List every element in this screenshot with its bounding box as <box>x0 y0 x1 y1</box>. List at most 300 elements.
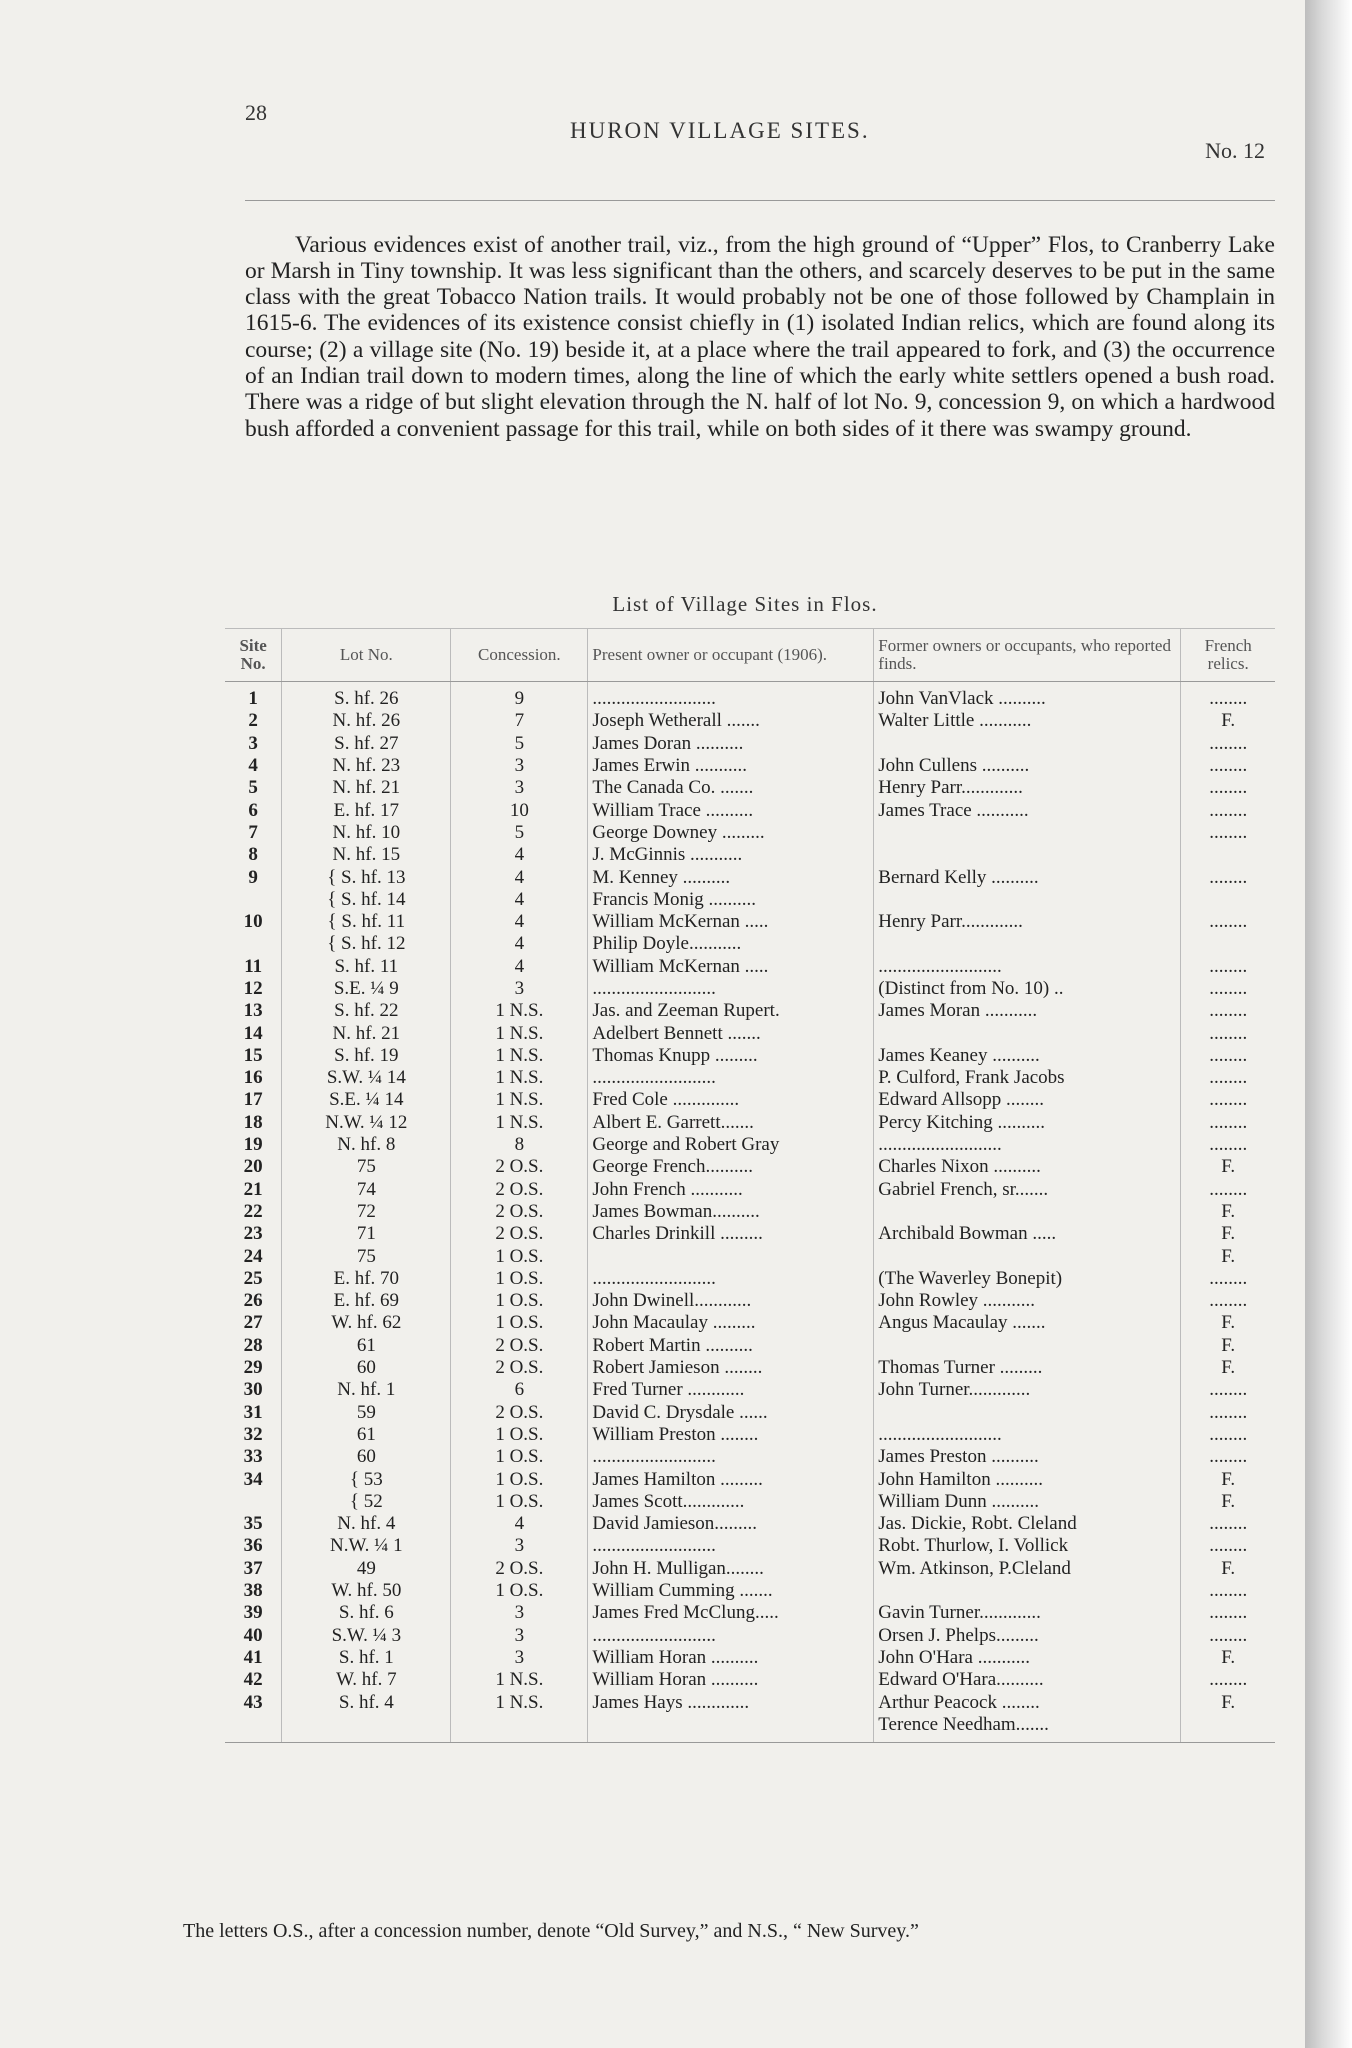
former-owner-cell: Wm. Atkinson, P.Cleland <box>874 1558 1181 1580</box>
table-row <box>225 1468 1275 1490</box>
former-owner-cell <box>874 822 1181 844</box>
concession-cell: 1 N.S. <box>451 1000 588 1022</box>
concession-cell: 6 <box>451 1379 588 1401</box>
table-row <box>225 1669 1275 1691</box>
owner-cell: Robert Martin .......... <box>588 1335 874 1357</box>
concession-cell: 1 O.S. <box>451 1268 588 1290</box>
table-row <box>225 733 1275 755</box>
former-owner-cell: Percy Kitching .......... <box>874 1112 1181 1134</box>
lot-cell: S. hf. 26 <box>282 682 451 711</box>
table-row <box>225 1201 1275 1223</box>
site-cell: 43 <box>225 1691 282 1713</box>
former-owner-cell: Henry Parr............. <box>874 777 1181 799</box>
site-cell <box>225 933 282 955</box>
french-relics-cell: F. <box>1221 1490 1236 1512</box>
concession-cell: 1 O.S. <box>451 1468 588 1490</box>
site-cell: 40 <box>225 1624 282 1646</box>
former-owner-cell: John Turner............. <box>874 1379 1181 1401</box>
table-row <box>225 911 1275 933</box>
table-row <box>225 1268 1275 1290</box>
lot-cell: N. hf. 21 <box>282 777 451 799</box>
owner-cell: George French.......... <box>588 1156 874 1178</box>
french-relics-cell: ........ <box>1209 1290 1248 1312</box>
owner-cell: James Doran .......... <box>588 733 874 755</box>
former-owner-cell: John Cullens .......... <box>874 755 1181 777</box>
french-relics-cell: ........ <box>1209 1067 1248 1089</box>
lot-cell: S. hf. 1 <box>282 1647 451 1669</box>
lot-cell: 61 <box>282 1424 451 1446</box>
former-owner-cell: William Dunn .......... <box>874 1491 1181 1513</box>
owner-cell: James Bowman.......... <box>588 1201 874 1223</box>
site-cell: 20 <box>225 1156 282 1178</box>
footnote: The letters O.S., after a concession number, denote “Old Survey,” and N.S., “ New Survey.” <box>183 1920 919 1942</box>
owner-cell <box>588 1714 874 1743</box>
former-owner-cell <box>874 1580 1181 1602</box>
owner-cell: Thomas Knupp ......... <box>588 1045 874 1067</box>
lot-cell: 60 <box>282 1446 451 1468</box>
french-relics-cell: ........ <box>1209 1111 1248 1133</box>
owner-cell: William McKernan ..... <box>588 911 874 933</box>
col-header-site: Site No. <box>225 629 282 682</box>
owner-cell: .......................... <box>588 1535 874 1557</box>
former-owner-cell: James Preston .......... <box>874 1446 1181 1468</box>
french-relics-cell <box>1181 844 1275 866</box>
french-relics-cell: ........ <box>1209 1022 1248 1044</box>
site-cell: 15 <box>225 1045 282 1067</box>
concession-cell: 3 <box>451 777 588 799</box>
owner-cell: Charles Drinkill ......... <box>588 1223 874 1245</box>
owner-cell: William Cumming ....... <box>588 1580 874 1602</box>
page-header <box>215 90 1275 163</box>
lot-cell: S. hf. 6 <box>282 1602 451 1624</box>
french-relics-cell: ........ <box>1209 1513 1248 1535</box>
table-row <box>225 1379 1275 1401</box>
owner-cell: William Horan .......... <box>588 1647 874 1669</box>
village-sites-table <box>225 628 1275 1743</box>
article-number: No. 12 <box>1205 138 1265 163</box>
concession-cell: 3 <box>451 755 588 777</box>
site-cell: 17 <box>225 1089 282 1111</box>
owner-cell: William Trace .......... <box>588 799 874 821</box>
concession-cell: 1 N.S. <box>451 1691 588 1713</box>
site-cell: 34 <box>225 1468 282 1490</box>
former-owner-cell: Archibald Bowman ..... <box>874 1223 1181 1245</box>
lot-cell: S. hf. 22 <box>282 1000 451 1022</box>
former-owner-cell: Orsen J. Phelps......... <box>874 1624 1181 1646</box>
owner-cell: William Preston ........ <box>588 1424 874 1446</box>
concession-cell: 4 <box>451 956 588 978</box>
page-edge-shadow <box>1305 0 1352 2048</box>
table-row <box>225 978 1275 1000</box>
owner-cell: John French ........... <box>588 1179 874 1201</box>
former-owner-cell: Charles Nixon .......... <box>874 1156 1181 1178</box>
concession-cell: 4 <box>451 866 588 888</box>
lot-cell: { S. hf. 14 <box>282 889 451 911</box>
table-row <box>225 710 1275 732</box>
table-header-row <box>225 629 1275 682</box>
lot-cell: 71 <box>282 1223 451 1245</box>
french-relics-cell: F. <box>1221 1691 1236 1713</box>
former-owner-cell: Edward Allsopp ........ <box>874 1089 1181 1111</box>
concession-cell: 4 <box>451 844 588 866</box>
concession-cell: 4 <box>451 911 588 933</box>
site-cell: 38 <box>225 1580 282 1602</box>
owner-cell: Francis Monig .......... <box>588 889 874 911</box>
lot-cell: 61 <box>282 1335 451 1357</box>
concession-cell: 1 O.S. <box>451 1446 588 1468</box>
french-relics-cell: ........ <box>1209 1178 1248 1200</box>
owner-cell: William McKernan ..... <box>588 956 874 978</box>
owner-cell: John Dwinell............ <box>588 1290 874 1312</box>
table-row <box>225 799 1275 821</box>
lot-cell <box>282 1714 451 1743</box>
site-cell: 14 <box>225 1022 282 1044</box>
concession-cell <box>451 1714 588 1743</box>
concession-cell: 2 O.S. <box>451 1402 588 1424</box>
site-cell: 33 <box>225 1446 282 1468</box>
lot-cell: N. hf. 4 <box>282 1513 451 1535</box>
page-number: 28 <box>245 100 267 125</box>
former-owner-cell: Walter Little ........... <box>874 710 1181 732</box>
site-cell: 18 <box>225 1112 282 1134</box>
table-row <box>225 1245 1275 1267</box>
page-content <box>183 90 1275 1942</box>
former-owner-cell: Henry Parr............. <box>874 911 1181 933</box>
former-owner-cell: Edward O'Hara.......... <box>874 1669 1181 1691</box>
french-relics-cell: ........ <box>1209 755 1248 777</box>
owner-cell <box>588 1245 874 1267</box>
lot-cell: 72 <box>282 1201 451 1223</box>
site-cell: 4 <box>225 755 282 777</box>
former-owner-cell: P. Culford, Frank Jacobs <box>874 1067 1181 1089</box>
site-cell: 35 <box>225 1513 282 1535</box>
site-cell: 41 <box>225 1647 282 1669</box>
site-cell: 2 <box>225 710 282 732</box>
site-cell: 19 <box>225 1134 282 1156</box>
lot-cell: N. hf. 1 <box>282 1379 451 1401</box>
former-owner-cell: John Rowley ........... <box>874 1290 1181 1312</box>
french-relics-cell: ........ <box>1209 1669 1248 1691</box>
owner-cell: James Scott............. <box>588 1491 874 1513</box>
lot-cell: N. hf. 26 <box>282 710 451 732</box>
lot-cell: N. hf. 10 <box>282 822 451 844</box>
french-relics-cell: F. <box>1221 1646 1236 1668</box>
lot-cell: N.W. ¼ 1 <box>282 1535 451 1557</box>
french-relics-cell: ........ <box>1209 1044 1248 1066</box>
table-row <box>225 1290 1275 1312</box>
table-row <box>225 1045 1275 1067</box>
site-cell: 32 <box>225 1424 282 1446</box>
french-relics-cell: ........ <box>1209 911 1248 933</box>
owner-cell: .......................... <box>588 1268 874 1290</box>
lot-cell: 49 <box>282 1558 451 1580</box>
site-cell: 13 <box>225 1000 282 1022</box>
site-cell: 21 <box>225 1179 282 1201</box>
table-row <box>225 1714 1275 1743</box>
former-owner-cell: John VanVlack .......... <box>874 682 1181 711</box>
lot-cell: N. hf. 23 <box>282 755 451 777</box>
concession-cell: 3 <box>451 1602 588 1624</box>
lot-cell: 60 <box>282 1357 451 1379</box>
owner-cell: George Downey ......... <box>588 822 874 844</box>
concession-cell: 4 <box>451 889 588 911</box>
site-cell <box>225 889 282 911</box>
site-cell: 12 <box>225 978 282 1000</box>
table-row <box>225 1624 1275 1646</box>
french-relics-cell: F. <box>1221 1156 1236 1178</box>
concession-cell: 2 O.S. <box>451 1201 588 1223</box>
lot-cell: { 52 <box>282 1491 451 1513</box>
table-row <box>225 933 1275 955</box>
lot-cell: 75 <box>282 1156 451 1178</box>
concession-cell: 2 O.S. <box>451 1156 588 1178</box>
owner-cell: Albert E. Garrett....... <box>588 1112 874 1134</box>
owner-cell: William Horan .......... <box>588 1669 874 1691</box>
lot-cell: { 53 <box>282 1468 451 1490</box>
concession-cell: 3 <box>451 1535 588 1557</box>
lot-cell: N. hf. 8 <box>282 1134 451 1156</box>
concession-cell: 1 N.S. <box>451 1089 588 1111</box>
french-relics-cell: F. <box>1221 710 1236 732</box>
site-cell <box>225 1714 282 1743</box>
site-cell: 37 <box>225 1558 282 1580</box>
french-relics-cell: ........ <box>1209 955 1248 977</box>
former-owner-cell: Angus Macaulay ....... <box>874 1312 1181 1334</box>
lot-cell: S. hf. 27 <box>282 733 451 755</box>
concession-cell: 3 <box>451 1647 588 1669</box>
table-row <box>225 1357 1275 1379</box>
table-row <box>225 1535 1275 1557</box>
concession-cell: 2 O.S. <box>451 1558 588 1580</box>
table-body <box>225 682 1275 1743</box>
concession-cell: 1 O.S. <box>451 1580 588 1602</box>
french-relics-cell: F. <box>1221 1468 1236 1490</box>
former-owner-cell <box>874 844 1181 866</box>
owner-cell: Adelbert Bennett ....... <box>588 1022 874 1044</box>
concession-cell: 1 N.S. <box>451 1669 588 1691</box>
lot-cell: N. hf. 15 <box>282 844 451 866</box>
owner-cell: Robert Jamieson ........ <box>588 1357 874 1379</box>
site-cell: 30 <box>225 1379 282 1401</box>
former-owner-cell: James Keaney .......... <box>874 1045 1181 1067</box>
lot-cell: { S. hf. 11 <box>282 911 451 933</box>
former-owner-cell <box>874 1201 1181 1223</box>
site-cell: 16 <box>225 1067 282 1089</box>
lot-cell: W. hf. 7 <box>282 1669 451 1691</box>
french-relics-cell: F. <box>1221 1245 1236 1267</box>
table-row <box>225 1558 1275 1580</box>
site-cell: 7 <box>225 822 282 844</box>
concession-cell: 1 N.S. <box>451 1045 588 1067</box>
concession-cell: 2 O.S. <box>451 1335 588 1357</box>
french-relics-cell: ........ <box>1209 1089 1248 1111</box>
site-cell: 1 <box>225 682 282 711</box>
french-relics-cell: F. <box>1221 1357 1236 1379</box>
owner-cell: James Fred McClung..... <box>588 1602 874 1624</box>
site-cell <box>225 1491 282 1513</box>
french-relics-cell: F. <box>1221 1312 1236 1334</box>
former-owner-cell <box>874 1245 1181 1267</box>
site-cell: 11 <box>225 956 282 978</box>
french-relics-cell: ........ <box>1209 978 1248 999</box>
col-header-former: Former owners or occupants, who reported finds. <box>874 629 1181 682</box>
site-cell: 31 <box>225 1402 282 1424</box>
site-cell: 23 <box>225 1223 282 1245</box>
french-relics-cell: F. <box>1221 1334 1236 1356</box>
site-cell: 36 <box>225 1535 282 1557</box>
col-header-owner: Present owner or occupant (1906). <box>588 629 874 682</box>
owner-cell: James Hays ............. <box>588 1691 874 1713</box>
table-row <box>225 1067 1275 1089</box>
french-relics-cell: ........ <box>1209 1379 1248 1401</box>
lot-cell: E. hf. 17 <box>282 799 451 821</box>
table-row <box>225 1513 1275 1535</box>
concession-cell: 1 O.S. <box>451 1290 588 1312</box>
site-cell: 24 <box>225 1245 282 1267</box>
table-row <box>225 1223 1275 1245</box>
concession-cell: 5 <box>451 733 588 755</box>
former-owner-cell: Gavin Turner............. <box>874 1602 1181 1624</box>
table-row <box>225 1424 1275 1446</box>
concession-cell: 4 <box>451 1513 588 1535</box>
french-relics-cell: ........ <box>1209 1134 1248 1156</box>
concession-cell: 1 O.S. <box>451 1491 588 1513</box>
former-owner-cell <box>874 1022 1181 1044</box>
owner-cell: J. McGinnis ........... <box>588 844 874 866</box>
table-row <box>225 1179 1275 1201</box>
concession-cell: 8 <box>451 1134 588 1156</box>
french-relics-cell <box>1181 1714 1275 1743</box>
lot-cell: 59 <box>282 1402 451 1424</box>
former-owner-cell: Thomas Turner ......... <box>874 1357 1181 1379</box>
site-cell: 5 <box>225 777 282 799</box>
owner-cell: The Canada Co. ....... <box>588 777 874 799</box>
owner-cell: David C. Drysdale ...... <box>588 1402 874 1424</box>
concession-cell: 1 N.S. <box>451 1112 588 1134</box>
lot-cell: { S. hf. 13 <box>282 866 451 888</box>
lot-cell: E. hf. 70 <box>282 1268 451 1290</box>
table-row <box>225 1112 1275 1134</box>
running-title: HURON VILLAGE SITES. <box>570 118 870 143</box>
french-relics-cell: ........ <box>1209 1580 1248 1602</box>
french-relics-cell: ........ <box>1209 1446 1248 1468</box>
lot-cell: S.E. ¼ 9 <box>282 978 451 1000</box>
french-relics-cell: ........ <box>1209 732 1248 754</box>
lot-cell: N.W. ¼ 12 <box>282 1112 451 1134</box>
concession-cell: 5 <box>451 822 588 844</box>
former-owner-cell: .......................... <box>874 1424 1181 1446</box>
concession-cell: 1 O.S. <box>451 1312 588 1334</box>
owner-cell: James Erwin ........... <box>588 755 874 777</box>
french-relics-cell: F. <box>1221 1200 1236 1222</box>
table-row <box>225 822 1275 844</box>
concession-cell: 2 O.S. <box>451 1357 588 1379</box>
table-row <box>225 1000 1275 1022</box>
former-owner-cell: (The Waverley Bonepit) <box>874 1268 1181 1290</box>
site-cell: 22 <box>225 1201 282 1223</box>
concession-cell: 10 <box>451 799 588 821</box>
table-row <box>225 755 1275 777</box>
table-row <box>225 1022 1275 1044</box>
owner-cell: James Hamilton ......... <box>588 1468 874 1490</box>
lot-cell: S. hf. 19 <box>282 1045 451 1067</box>
table-row <box>225 1402 1275 1424</box>
table-row <box>225 889 1275 911</box>
former-owner-cell: .......................... <box>874 956 1181 978</box>
site-cell: 10 <box>225 911 282 933</box>
lot-cell: 74 <box>282 1179 451 1201</box>
header-rule <box>245 200 1275 201</box>
table-row <box>225 1335 1275 1357</box>
site-cell: 39 <box>225 1602 282 1624</box>
french-relics-cell: ........ <box>1209 866 1248 888</box>
table-row <box>225 1647 1275 1669</box>
french-relics-cell: ........ <box>1209 1000 1248 1022</box>
lot-cell: S. hf. 4 <box>282 1691 451 1713</box>
owner-cell: David Jamieson......... <box>588 1513 874 1535</box>
site-cell: 28 <box>225 1335 282 1357</box>
table-row <box>225 844 1275 866</box>
former-owner-cell: .......................... <box>874 1134 1181 1156</box>
owner-cell: .......................... <box>588 682 874 711</box>
french-relics-cell: F. <box>1221 1557 1236 1579</box>
body-paragraph <box>245 232 1275 442</box>
site-cell: 29 <box>225 1357 282 1379</box>
owner-cell: .......................... <box>588 1624 874 1646</box>
lot-cell: 75 <box>282 1245 451 1267</box>
owner-cell: .......................... <box>588 978 874 1000</box>
site-cell: 27 <box>225 1312 282 1334</box>
table-title: List of Village Sites in Flos. <box>612 592 878 616</box>
site-cell: 25 <box>225 1268 282 1290</box>
owner-cell: .......................... <box>588 1446 874 1468</box>
former-owner-cell: Bernard Kelly .......... <box>874 866 1181 888</box>
table-row <box>225 1446 1275 1468</box>
former-owner-cell: John O'Hara ........... <box>874 1647 1181 1669</box>
concession-cell: 2 O.S. <box>451 1223 588 1245</box>
former-owner-cell: (Distinct from No. 10) .. <box>874 978 1181 1000</box>
french-relics-cell: ........ <box>1209 1423 1248 1445</box>
table-row <box>225 1089 1275 1111</box>
table-row <box>225 777 1275 799</box>
col-header-lot: Lot No. <box>282 629 451 682</box>
french-relics-cell: ........ <box>1209 1624 1248 1646</box>
lot-cell: E. hf. 69 <box>282 1290 451 1312</box>
col-header-french: French relics. <box>1181 629 1275 682</box>
owner-cell: M. Kenney .......... <box>588 866 874 888</box>
french-relics-cell: ........ <box>1209 1267 1248 1289</box>
table-row <box>225 1156 1275 1178</box>
french-relics-cell <box>1181 889 1275 911</box>
concession-cell: 9 <box>451 682 588 711</box>
lot-cell: W. hf. 50 <box>282 1580 451 1602</box>
former-owner-cell: Robt. Thurlow, I. Vollick <box>874 1535 1181 1557</box>
table-row <box>225 1491 1275 1513</box>
lot-cell: W. hf. 62 <box>282 1312 451 1334</box>
lot-cell: { S. hf. 12 <box>282 933 451 955</box>
owner-cell: Fred Cole .............. <box>588 1089 874 1111</box>
table-row <box>225 1691 1275 1713</box>
concession-cell: 3 <box>451 978 588 1000</box>
table-row <box>225 682 1275 711</box>
concession-cell: 1 O.S. <box>451 1245 588 1267</box>
french-relics-cell <box>1181 933 1275 955</box>
former-owner-cell: Terence Needham....... <box>874 1714 1181 1743</box>
french-relics-cell: ........ <box>1209 688 1248 710</box>
french-relics-cell: F. <box>1221 1223 1236 1245</box>
lot-cell: S. hf. 11 <box>282 956 451 978</box>
site-cell: 9 <box>225 866 282 888</box>
